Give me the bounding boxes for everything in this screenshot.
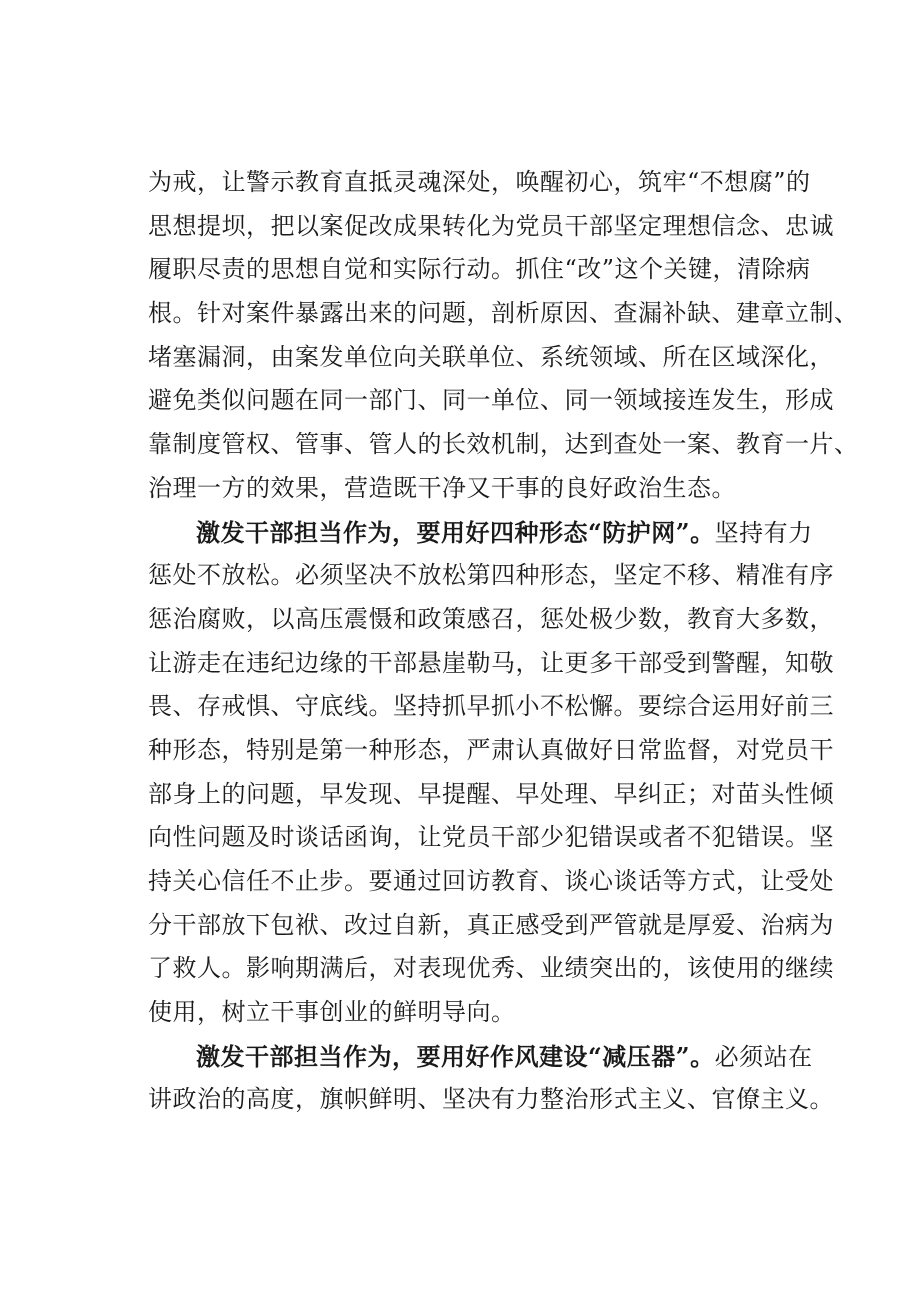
text-line: 部身上的问题，早发现、早提醒、早处理、早纠正；对苗头性倾 [148,779,834,808]
text-line: 种形态，特别是第一种形态，严肃认真做好日常监督，对党员干 [148,735,834,764]
text-line: 履职尽责的思想自觉和实际行动。抓住“改”这个关键，清除病 [148,255,811,284]
text-line: 靠制度管权、管事、管人的长效机制，达到查处一案、教育一片、 [148,430,859,459]
text-line: 畏、存戒惧、守底线。坚持抓早抓小不松懈。要综合运用好前三 [148,692,834,721]
text-line: 讲政治的高度，旗帜鲜明、坚决有力整治形式主义、官僚主义。 [148,1085,834,1114]
text-line: 了救人。影响期满后，对表现优秀、业绩突出的，该使用的继续 [148,954,834,983]
paragraph-heading: 激发干部担当作为，要用好四种形态“防护网”。 [196,517,715,547]
paragraph-text: 坚持有力 [714,518,813,547]
text-line: 思想提坝，把以案促改成果转化为党员干部坚定理想信念、忠诚 [148,211,834,240]
text-line: 让游走在违纪边缘的干部悬崖勒马，让更多干部受到警醒，知敬 [148,648,834,677]
text-line: 惩处不放松。必须坚决不放松第四种形态，坚定不移、精准有序 [148,561,834,590]
text-line: 持关心信任不止步。要通过回访教育、谈心谈话等方式，让受处 [148,867,834,895]
text-line: 分干部放下包袱、改过自新，真正感受到严管就是厚爱、治病为 [148,910,834,939]
text-line: 使用，树立干事创业的鲜明导向。 [148,998,516,1027]
paragraph-text: 必须站在 [714,1042,813,1071]
text-line: 治理一方的效果，营造既干净又干事的良好政治生态。 [148,473,736,502]
text-line: 根。针对案件暴露出来的问题，剖析原因、查漏补缺、建章立制、 [148,299,859,328]
text-line: 避免类似问题在同一部门、同一单位、同一领域接连发生，形成 [148,386,834,415]
paragraph-heading-line [148,511,818,555]
text-line: 堵塞漏洞，由案发单位向关联单位、系统领域、所在区域深化， [148,342,834,371]
paragraph-heading-line [148,1035,818,1079]
body-text [148,161,859,1122]
text-line: 惩治腐败，以高压震慑和政策感召，惩处极少数，教育大多数， [148,604,834,633]
paragraph-heading: 激发干部担当作为，要用好作风建设“减压器”。 [196,1041,715,1071]
text-line: 向性问题及时谈话函询，让党员干部少犯错误或者不犯错误。坚 [148,823,834,852]
text-line: 为戒，让警示教育直抵灵魂深处，唤醒初心，筑牢“不想腐”的 [148,168,811,196]
